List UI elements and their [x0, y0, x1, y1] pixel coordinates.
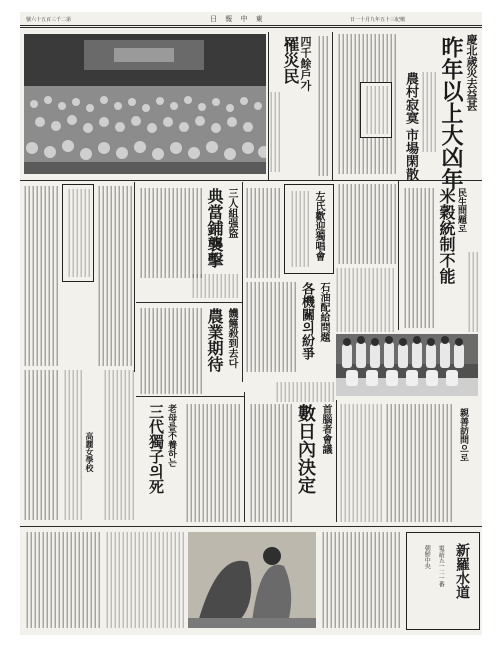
text-bottom-right	[320, 532, 400, 628]
divider	[134, 182, 135, 372]
newspaper-page	[20, 12, 482, 635]
masthead-issue: 號六十五百三千二第	[26, 17, 72, 23]
crowd-photo	[24, 34, 266, 174]
ad-line-2: 朝鮮中央	[423, 545, 431, 569]
headline-a6: 石油配給問題	[318, 282, 329, 342]
divider	[268, 32, 269, 180]
divider	[242, 182, 243, 382]
text-left-4	[62, 370, 82, 520]
headline-a3: 左氏歡迎獨唱會	[313, 191, 324, 261]
subtitle-a4: 米穀統制不能	[437, 188, 456, 284]
group-photo	[336, 334, 478, 396]
divider	[332, 32, 333, 180]
section-rule	[20, 526, 482, 527]
text-a2-small	[270, 92, 280, 172]
text-mid-right	[336, 184, 396, 264]
text-a10-left	[340, 404, 382, 522]
subtitle-a1: 昨年以上大凶年	[438, 36, 464, 190]
text-bottom-mid	[104, 532, 184, 628]
text-a1-deckline	[422, 72, 436, 152]
ad-title: 新羅水道	[454, 543, 470, 599]
text-a10	[386, 404, 452, 522]
text-a6	[246, 282, 296, 372]
section-rule	[20, 180, 482, 181]
text-a4-right	[466, 252, 478, 332]
box-notice	[360, 82, 392, 138]
text-left-2	[96, 186, 132, 366]
text-a4	[404, 188, 434, 328]
text-a8	[186, 404, 240, 522]
section-rule	[136, 302, 242, 303]
text-a3	[289, 191, 309, 267]
text-a2	[318, 36, 328, 176]
deck-a1: 農村寂寞 市場閑散	[403, 72, 418, 181]
headline-a9: 首腦者會議	[320, 404, 331, 454]
headline-a5: 三人組强盜	[226, 188, 237, 238]
text-box-notice	[364, 86, 388, 134]
text-left-1	[24, 186, 58, 366]
subtitle-a7: 農業期待	[205, 308, 224, 372]
group-photo-image	[336, 334, 478, 396]
masthead-date: 日一十月九年五十三紀檀	[350, 17, 406, 23]
ad-line-1: 電話五一二一番	[437, 545, 445, 587]
divider	[336, 400, 337, 522]
illustration-image	[188, 532, 316, 628]
divider	[244, 392, 245, 522]
masthead-title: 日 報 中 東	[210, 15, 266, 23]
text-a9-top	[274, 382, 334, 402]
subtitle-a9: 數日內決定	[295, 404, 316, 494]
text-a5-lower	[190, 274, 238, 298]
text-a6-right	[336, 268, 394, 332]
section-rule	[136, 396, 244, 397]
headline-a10: 親善訪問으로	[458, 408, 468, 462]
divider	[398, 180, 399, 330]
text-a7	[138, 308, 202, 394]
headline-a2: 四千餘戶가	[299, 36, 312, 91]
text-bottom-left	[24, 532, 100, 628]
text-box-left	[66, 189, 90, 277]
text-left-5	[102, 370, 134, 520]
subtitle-a8: 三代獨子의死	[147, 404, 165, 494]
headline-a1: 慶北歲災去益甚	[465, 34, 478, 111]
headline-a8: 老母를不養하는	[166, 404, 176, 467]
subtitle-a5: 典當鋪襲擊	[205, 188, 224, 268]
illustration	[188, 532, 316, 628]
subtitle-a2: 罹災民	[281, 36, 300, 84]
subtitle-a6: 各機關의紛爭	[299, 282, 314, 360]
masthead	[20, 12, 482, 26]
text-a9	[248, 404, 292, 522]
masthead-rule-2	[20, 27, 482, 28]
crowd-photo-image	[24, 34, 266, 174]
headline-a4: 民生問題로	[456, 188, 466, 233]
box-a3	[284, 184, 334, 274]
text-a5	[138, 188, 202, 278]
box-notice-left	[62, 184, 94, 282]
headline-a7: 饑饉殺到去다	[226, 308, 237, 368]
masthead-rule	[20, 25, 482, 26]
headline-a11: 高麗女學校	[85, 432, 95, 472]
text-left-3	[24, 370, 58, 520]
advertisement	[406, 532, 480, 630]
text-a3-left	[246, 188, 280, 278]
